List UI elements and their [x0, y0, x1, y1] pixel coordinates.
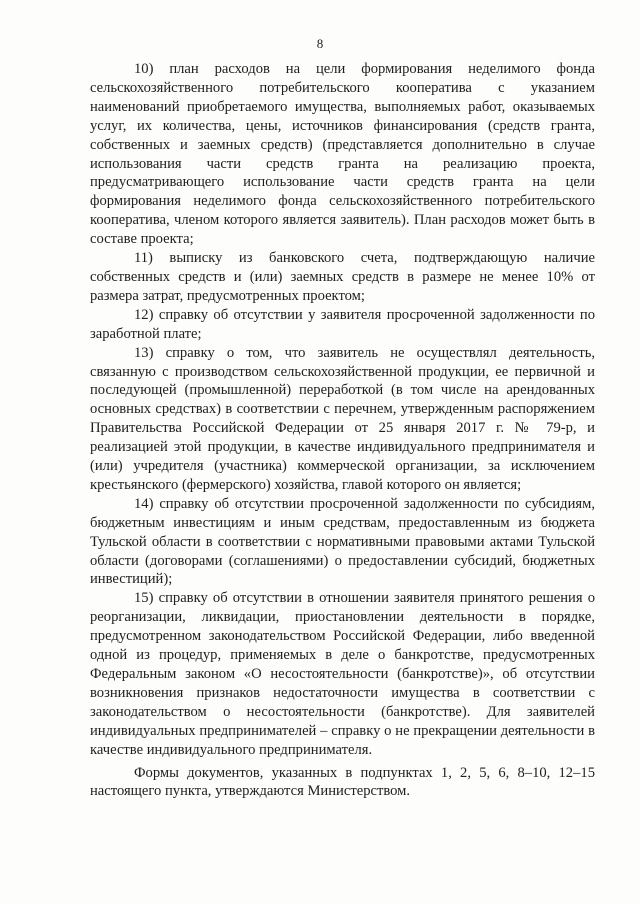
paragraph-item-15: 15) справку об отсутствии в отношении заявителя принятого решения о реорганизации, ликвидации, приостановлении деятельности в порядке, предусмотренном законодательством Российской Федерации, либо введенной одной из процедур, применяемых в деле о банкротстве, предусмотренных Федеральным законом «О несостоятельности (банкротстве)», об отсутствии возникновения признаков недостаточности имущества в соответствии с законодательством о несостоятельности (банкротстве). Для заявителей индивидуальных предпринимателей – справку о не прекращении деятельности в качестве индивидуального предпринимателя. — [90, 590, 595, 758]
paragraph-item-13: 13) справку о том, что заявитель не осуществлял деятельность, связанную с производством сельскохозяйственной продукции, ее первичной и последующей (промышленной) переработкой (в том числе на арендованных основных средствах) в соответствии с перечнем, утвержденным распоряжением Правительства Российской Федерации от 25 января 2017 г. № 79-р, и реализацией этой продукции, в качестве индивидуального предпринимателя и (или) учредителя (участника) коммерческой организации, за исключением крестьянского (фермерского) хозяйства, главой которого он является; — [90, 344, 595, 493]
paragraph-item-10: 10) план расходов на цели формирования неделимого фонда сельскохозяйственного потребительского кооператива с указанием наименований приобретаемого имущества, выполняемых работ, оказываемых услуг, их количества, цены, источников финансирования (средств гранта, собственных и заемных средств) (представляется дополнительно в случае использования части средств гранта на реализацию проекта, предусматривающего использование части средств гранта на цели формирования неделимого фонда сельскохозяйственного потребительского кооператива, членом которого является заявитель). План расходов может быть в составе проекта; — [90, 61, 595, 248]
document-body — [90, 60, 595, 801]
paragraph-item-12: 12) справку об отсутствии у заявителя просроченной задолженности по заработной плате; — [90, 306, 595, 342]
paragraph-item-11: 11) выписку из банковского счета, подтверждающую наличие собственных средств и (или) заемных средств в размере не менее 10% от размера затрат, предусмотренных проектом; — [90, 250, 595, 304]
paragraph-document-forms-note: Формы документов, указанных в подпунктах 1, 2, 5, 6, 8–10, 12–15 настоящего пункта, утверждаются Министерством. — [90, 764, 595, 800]
page-number: 8 — [316, 36, 324, 51]
paragraph-item-14: 14) справку об отсутствии просроченной задолженности по субсидиям, бюджетным инвестициям и иным средствам, предоставленным из бюджета Тульской области в соответствии с нормативными правовыми актами Тульской области (договорами (соглашениями) о предоставлении субсидий, бюджетных инвестиций); — [90, 495, 595, 588]
